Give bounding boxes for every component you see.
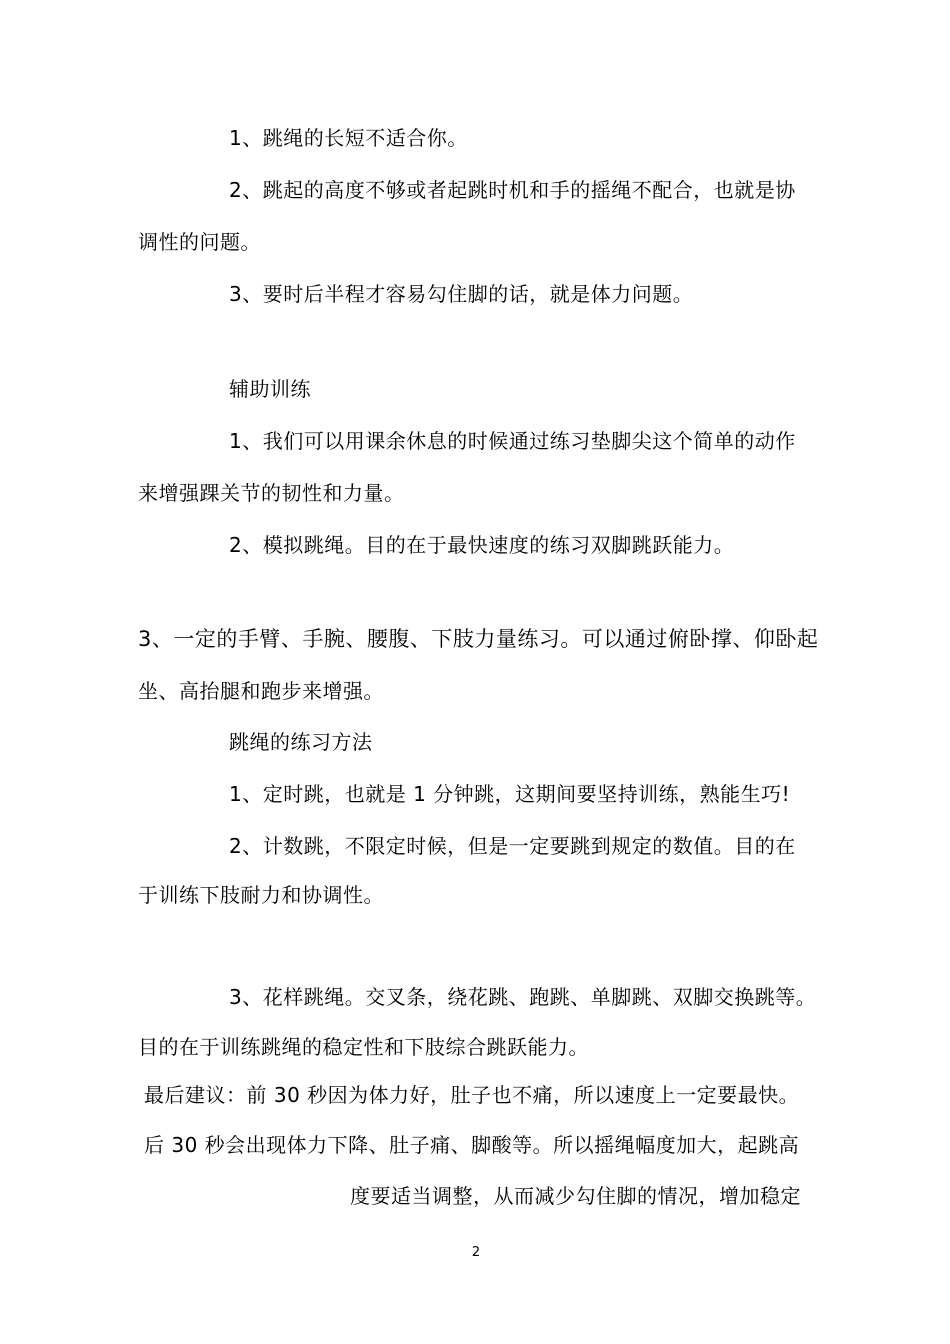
advice-line-1: 最后建议：前 30 秒因为体力好，肚子也不痛，所以速度上一定要最快。 — [144, 1083, 800, 1107]
cause-3-line: 3、要时后半程才容易勾住脚的话，就是体力问题。 — [229, 282, 694, 306]
section-heading-auxiliary-training: 辅助训练 — [229, 377, 311, 401]
aux-item-1-continuation: 来增强踝关节的韧性和力量。 — [138, 481, 405, 505]
method-3-line: 3、花样跳绳。交叉条，绕花跳、跑跳、单脚跳、双脚交换跳等。 — [229, 985, 817, 1009]
aux-item-3-line: 3、一定的手臂、手腕、腰腹、下肢力量练习。可以通过俯卧撑、仰卧起 — [138, 627, 819, 651]
method-3-continuation: 目的在于训练跳绳的稳定性和下肢综合跳跃能力。 — [138, 1035, 589, 1059]
method-2-line: 2、计数跳，不限定时候，但是一定要跳到规定的数值。目的在 — [229, 834, 796, 858]
method-2-continuation: 于训练下肢耐力和协调性。 — [138, 883, 384, 907]
aux-item-3-continuation: 坐、高抬腿和跑步来增强。 — [138, 679, 384, 703]
section-heading-practice-methods: 跳绳的练习方法 — [229, 730, 373, 754]
advice-line-2: 后 30 秒会出现体力下降、肚子痛、脚酸等。所以摇绳幅度加大，起跳高 — [144, 1133, 800, 1157]
advice-line-3: 度要适当调整，从而减少勾住脚的情况，增加稳定 — [350, 1184, 801, 1208]
page-number: 2 — [471, 1245, 481, 1260]
aux-item-2-line: 2、模拟跳绳。目的在于最快速度的练习双脚跳跃能力。 — [229, 533, 735, 557]
cause-1-line: 1、跳绳的长短不适合你。 — [229, 126, 468, 150]
cause-2-continuation: 调性的问题。 — [138, 230, 261, 254]
method-1-line: 1、定时跳，也就是 1 分钟跳，这期间要坚持训练，熟能生巧! — [229, 782, 791, 806]
aux-item-1-line: 1、我们可以用课余休息的时候通过练习垫脚尖这个简单的动作 — [229, 429, 796, 453]
cause-2-line: 2、跳起的高度不够或者起跳时机和手的摇绳不配合，也就是协 — [229, 178, 796, 202]
